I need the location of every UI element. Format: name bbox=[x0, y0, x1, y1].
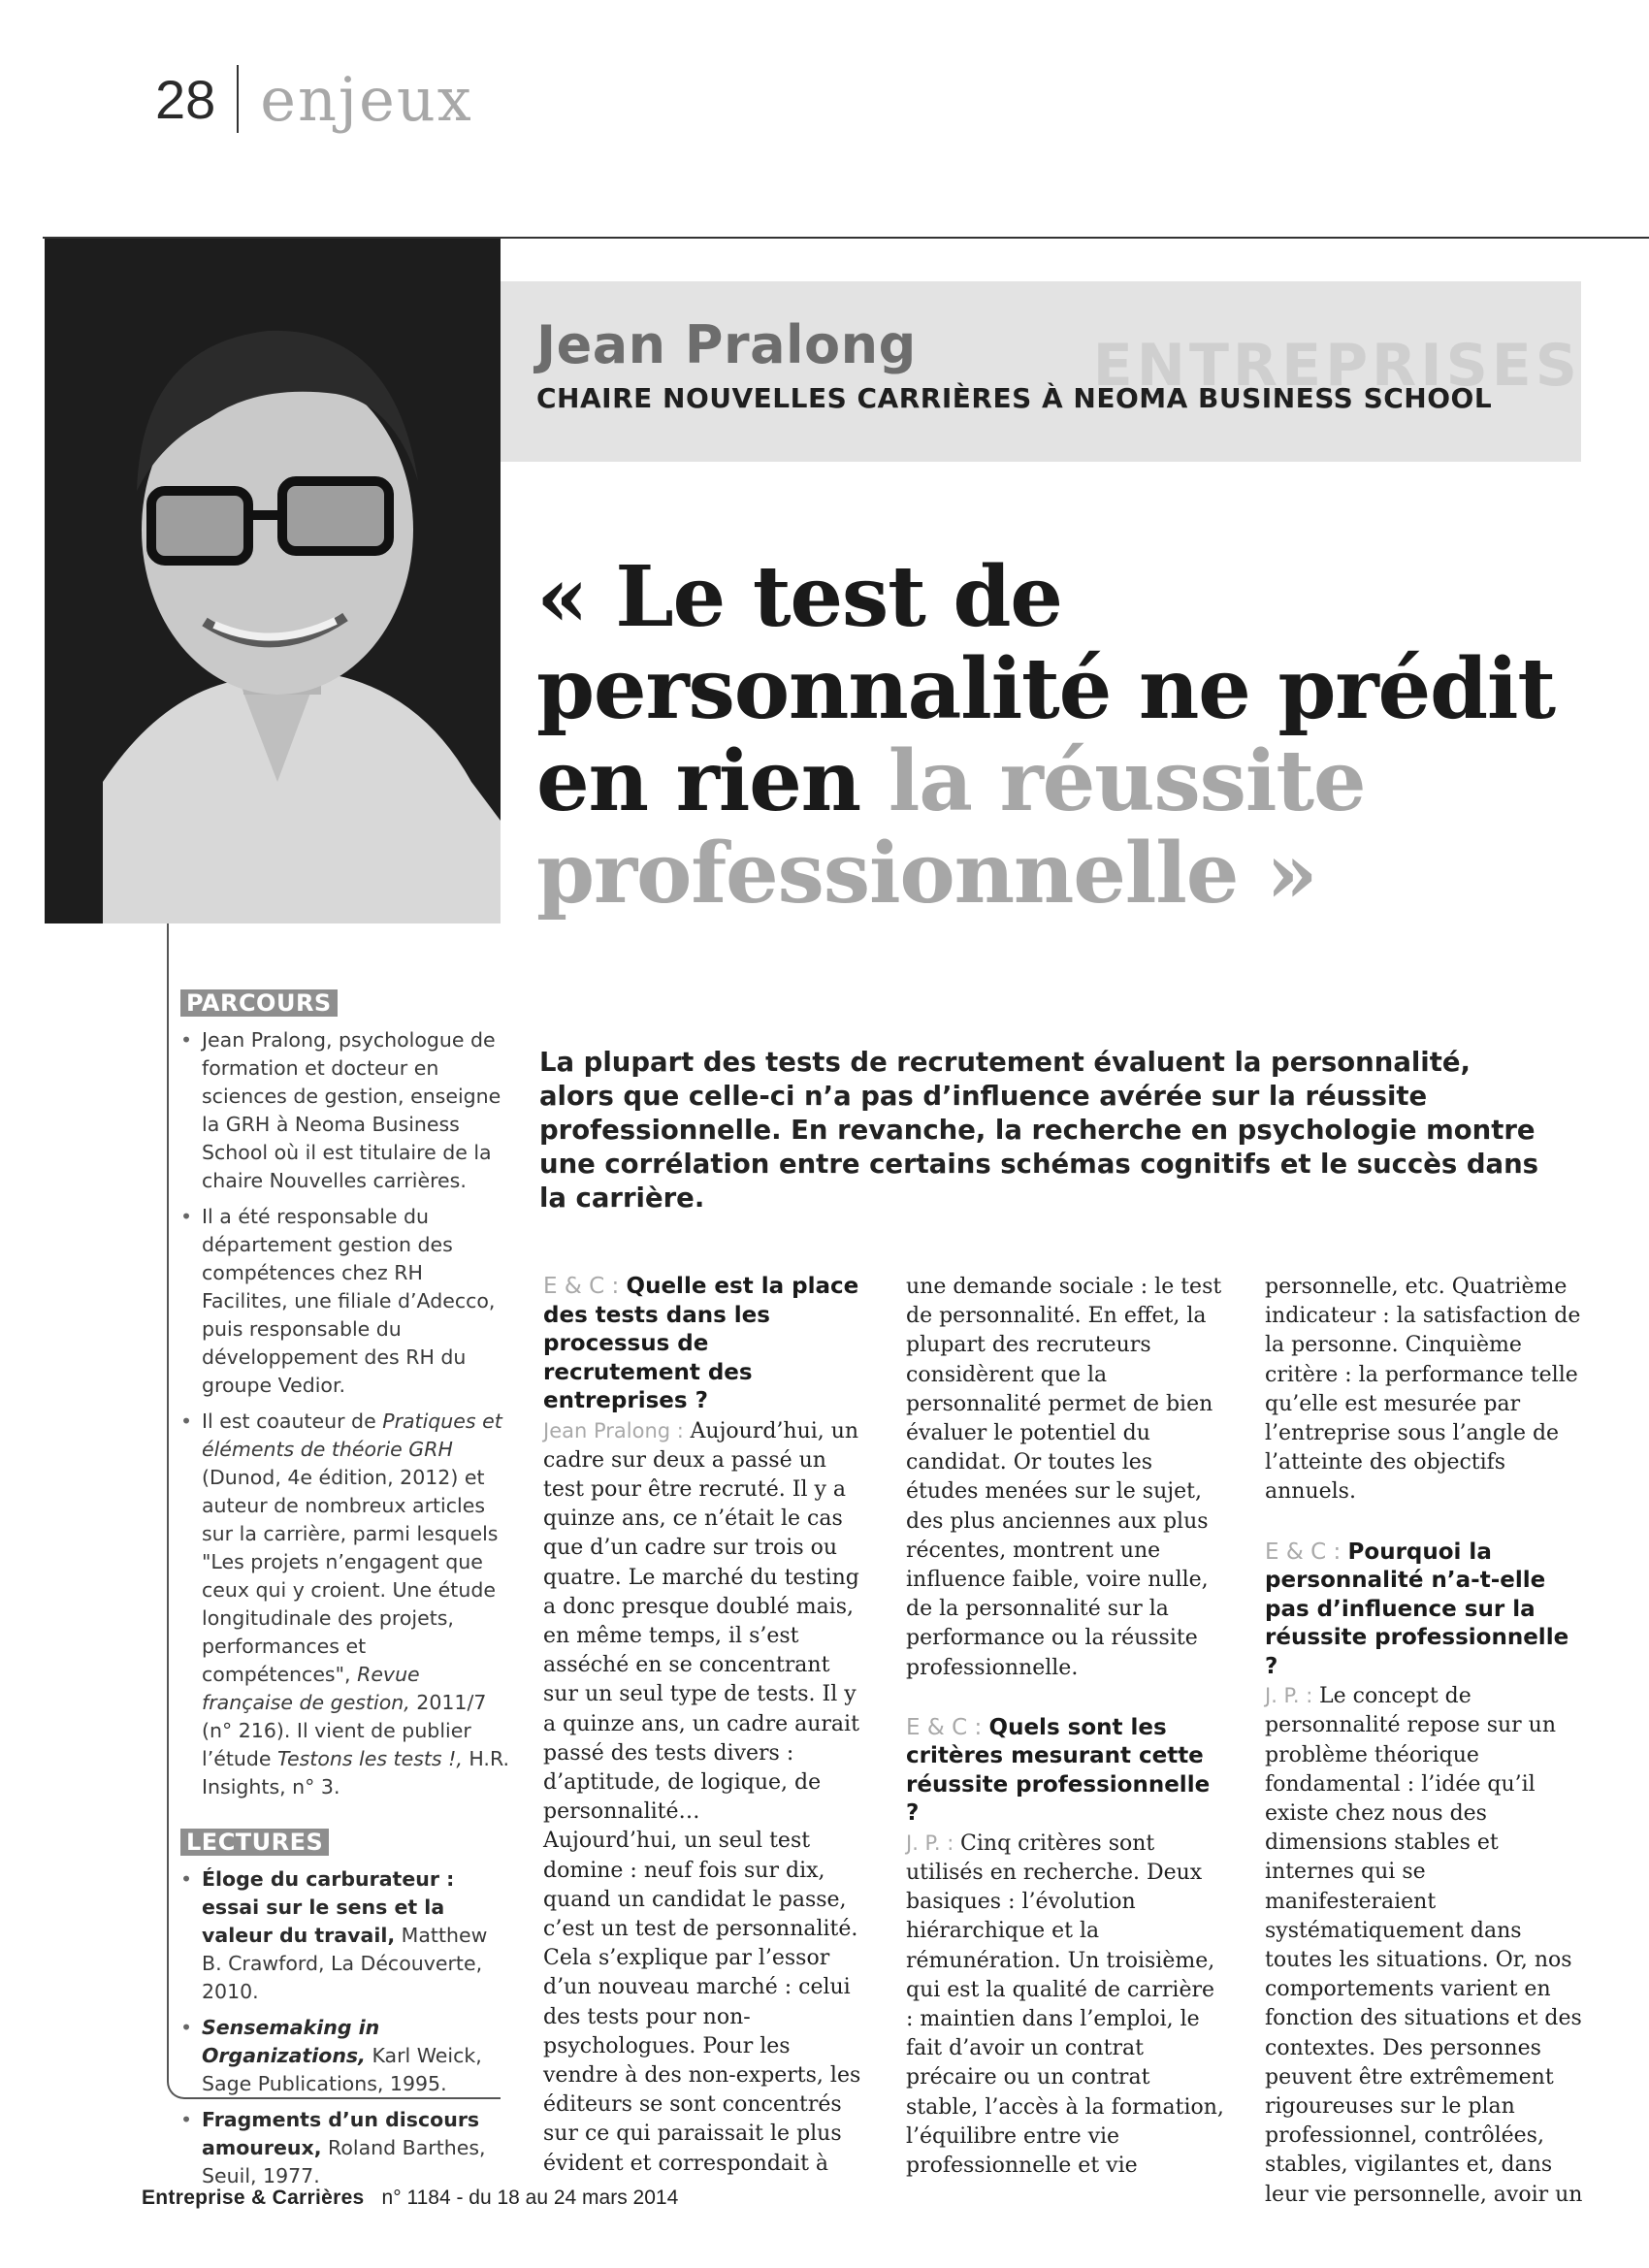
parcours-item bbox=[180, 1408, 510, 1801]
article-column-3 bbox=[1265, 1273, 1585, 2210]
parcours-text: (Dunod, 4e édition, 2012) et auteur de nombreux articles sur la carrière, parmi lesquels "Les projets n’engagent que ceux qui y croient. Une étude longitudinale des projets, performances et compétences", bbox=[202, 1466, 499, 1686]
page-number: 28 bbox=[155, 68, 216, 130]
parcours-text: 2011/7 (n° 216). Il vient de publier l’étude bbox=[202, 1691, 487, 1770]
answer-2 bbox=[906, 1829, 1226, 2181]
answer-text: Cinq critères sont utilisés en recherche. Deux basiques : l’évolution hiérarchique et la rémunération. Un troisième, qui est la qualité de carrière : maintien dans l’emploi, le fait d’avoir un contrat précaire ou un contrat stable, l’accès à la formation, l’équilibre entre vie professionnelle et vie bbox=[906, 1831, 1224, 2179]
interviewee-name: Jean Pralong bbox=[536, 314, 917, 375]
answer-1-para-2: Aujourd’hui, un seul test domine : neuf fois sur dix, quand un candidat le passe, c’est un test de personnalité. Cela s’explique par l’essor d’un nouveau marché : celui des tests pour non-psychologues. Pour les vendre à des non-experts, les éditeurs se sont concentrés sur ce qui paraissait le plus évident et correspondait à bbox=[543, 1829, 861, 2176]
parcours-title: PARCOURS bbox=[180, 989, 338, 1017]
article-column-2 bbox=[906, 1273, 1226, 2181]
lecture-title: Fragments d’un discours amoureux, bbox=[202, 2108, 480, 2159]
answer-2-continued: personnelle, etc. Quatrième indicateur : la satisfaction de la personne. Cinquième critère : la performance telle qu’elle est mesurée par l’entreprise sous l’angle de l’atteinte des objectifs annuels. bbox=[1265, 1275, 1581, 1505]
issue-info: n° 1184 - du 18 au 24 mars 2014 bbox=[381, 2187, 679, 2209]
article-column-1 bbox=[543, 1273, 863, 2179]
answer-speaker: J. P. : bbox=[1265, 1684, 1320, 1708]
sidebar bbox=[180, 989, 510, 2198]
parcours-text: H.R. Insights, n° 3. bbox=[202, 1747, 509, 1798]
lecture-details: Karl Weick, Sage Publications, 1995. bbox=[202, 2044, 482, 2095]
lecture-details: Matthew B. Crawford, La Découverte, 2010. bbox=[202, 1924, 488, 2003]
header-divider bbox=[237, 65, 239, 133]
interviewee-role: CHAIRE NOUVELLES CARRIÈRES À NEOMA BUSINESS SCHOOL bbox=[536, 382, 1493, 414]
question-label: E & C : bbox=[1265, 1539, 1348, 1565]
question-label: E & C : bbox=[543, 1274, 627, 1299]
lectures-list bbox=[180, 1865, 510, 2190]
book-title: Pratiques et éléments de théorie GRH bbox=[202, 1409, 502, 1461]
question-text: Quels sont les critères mesurant cette réussite professionnelle ? bbox=[906, 1714, 1211, 1827]
page-footer bbox=[142, 2187, 678, 2210]
portrait-photo bbox=[45, 239, 501, 923]
question-label: E & C : bbox=[906, 1714, 989, 1740]
question-1 bbox=[543, 1273, 863, 1416]
lecture-item bbox=[180, 1865, 510, 2006]
answer-speaker: Jean Pralong : bbox=[543, 1418, 691, 1442]
lecture-item bbox=[180, 2014, 510, 2098]
question-text: Quelle est la place des tests dans les processus de recrutement des entreprises ? bbox=[543, 1274, 859, 1413]
answer-text: Le concept de personnalité repose sur un problème théorique fondamental : l’idée qu’il existe chez nous des dimensions stables et internes qui se manifesteraient systématiquement dans toutes les situations. Or, nos comportements varient en fonction des situations et des contextes. Des personnes peuvent être extrêmement rigoureuses sur le plan professionnel, contrôlées, stables, vigilantes et, dans leur vie personnelle, avoir un bbox=[1265, 1684, 1583, 2207]
answer-text: Aujourd’hui, un cadre sur deux a passé un test pour être recruté. Il y a quinze ans, ce n’était le cas que d’un cadre sur trois ou quatre. Le marché du testing a donc presque doublé mais, en même temps, il s’est asséché en se concentrant sur un seul type de tests. Il y a quinze ans, un cadre aurait passé des tests divers : d’aptitude, de logique, de personnalité… bbox=[543, 1418, 859, 1825]
parcours-item: • Il a été responsable du département gestion des compétences chez RH Facilites, une filiale d’Adecco, puis responsable du développement des RH du groupe Vedior. bbox=[180, 1203, 510, 1400]
question-text: Pourquoi la personnalité n’a-t-elle pas d’influence sur la réussite professionnelle ? bbox=[1265, 1539, 1569, 1679]
parcours-list bbox=[180, 1026, 510, 1801]
answer-speaker: J. P. : bbox=[906, 1831, 961, 1855]
section-name: enjeux bbox=[260, 63, 473, 135]
question-3 bbox=[1265, 1539, 1585, 1682]
answer-3 bbox=[1265, 1681, 1585, 2210]
headline bbox=[536, 548, 1623, 923]
background-ghost-text: ENTREPRISES bbox=[1092, 332, 1581, 400]
parcours-item: • Jean Pralong, psychologue de formation et docteur en sciences de gestion, enseigne la GRH à Neoma Business School où il est titulaire de la chaire Nouvelles carrières. bbox=[180, 1026, 510, 1195]
lecture-details: Roland Barthes, Seuil, 1977. bbox=[202, 2136, 486, 2187]
lede: La plupart des tests de recrutement évaluent la personnalité, alors que celle-ci n’a pas d’influence avérée sur la réussite professionnelle. En revanche, la recherche en psychologie montre une corrélation entre certains schémas cognitifs et le succès dans la carrière. bbox=[539, 1047, 1539, 1214]
lecture-item bbox=[180, 2106, 510, 2190]
question-2 bbox=[906, 1714, 1226, 1829]
study-title: Testons les tests !, bbox=[277, 1747, 463, 1770]
lecture-title: Éloge du carburateur : essai sur le sens et la valeur du travail, bbox=[202, 1867, 455, 1947]
answer-1-para-1 bbox=[543, 1416, 863, 1828]
journal-title: Revue française de gestion, bbox=[202, 1663, 420, 1714]
lectures-title: LECTURES bbox=[180, 1829, 329, 1856]
page-header bbox=[155, 60, 473, 138]
answer-1-para-3: une demande sociale : le test de personnalité. En effet, la plupart des recruteurs considèrent que la personnalité permet de bien évaluer le potentiel du candidat. Or toutes les études menées sur le sujet, des plus anciennes aux plus récentes, montrent une influence faible, voire nulle, de la personnalité sur la performance ou la réussite professionnelle. bbox=[906, 1275, 1222, 1680]
headline-part-gray: la réussite professionnelle » bbox=[536, 732, 1366, 923]
parcours-text: Il est coauteur de bbox=[202, 1409, 383, 1433]
publication-name: Entreprise & Carrières bbox=[142, 2187, 365, 2209]
lecture-title: Sensemaking in Organizations, bbox=[202, 2016, 380, 2067]
headline-part-dark: « Le test de personnalité ne prédit en rien bbox=[536, 548, 1555, 830]
